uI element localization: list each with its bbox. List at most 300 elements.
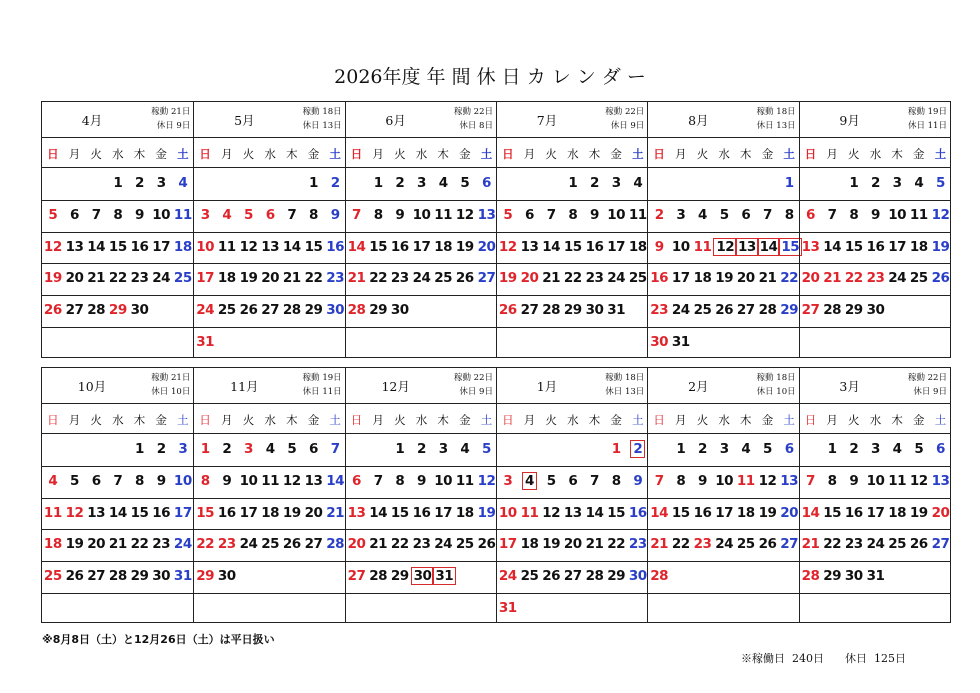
weekday-label: 水 [718,147,730,161]
day-cell: 19 [239,270,258,287]
day-cell: 22 [196,536,215,553]
month-stats [605,371,644,399]
day-cell: 11 [434,206,453,223]
week-row [648,498,798,531]
day-cell: 2 [156,441,166,457]
day-cell: 25 [261,536,280,553]
day-cell: 10 [152,206,171,223]
week-row [346,434,496,467]
day-cell: 21 [282,270,301,287]
weekday-label: 木 [740,147,752,161]
day-cell: 18 [217,270,236,287]
day-cell: 28 [369,568,388,585]
day-cell: 14 [757,232,779,264]
day-cell: 9 [417,472,426,489]
day-cell: 12 [282,472,301,489]
work-days: 稼動 19日 [907,107,947,117]
day-cell: 24 [715,536,734,553]
day-cell: 8 [676,472,686,489]
day-cell: 14 [369,504,388,521]
weekday-label: 木 [286,147,298,161]
day-cell: 23 [866,270,885,287]
day-cell: 6 [309,441,318,457]
day-cell: 22 [390,536,409,553]
week-row [497,295,647,328]
month-name: 1月 [536,379,558,394]
day-cell: 27 [780,536,799,553]
day-cell: 4 [438,175,448,191]
month-name: 4月 [81,113,103,128]
month-header [194,368,344,404]
day-cell: 14 [801,504,820,521]
weekday-label: 火 [242,147,255,161]
weekday-label: 木 [286,413,298,427]
weekday-label: 金 [459,413,471,427]
day-cell: 7 [763,206,772,223]
day-cell: 26 [43,302,62,319]
day-cell: 19 [43,270,62,287]
day-cell: 5 [763,441,772,457]
day-cell: 3 [417,175,426,191]
day-cell: 26 [239,302,258,319]
day-cell: 7 [113,472,123,489]
day-cell: 21 [369,536,388,553]
day-cell: 18 [693,270,712,287]
weekday-header [42,404,193,434]
day-cell: 21 [347,270,366,287]
week-row [497,434,647,467]
day-cell: 30 [844,568,863,585]
day-cell: 28 [758,302,777,319]
month-stats [605,105,644,133]
day-cell: 31 [498,600,517,616]
day-cell: 2 [698,441,707,457]
day-cell: 21 [87,270,106,287]
weekday-label: 木 [133,147,146,161]
day-cell: 13 [347,504,366,521]
month-header [648,102,798,138]
day-cell: 26 [498,302,517,319]
weekday-label: 月 [372,413,384,427]
day-cell: 18 [736,504,755,521]
day-cell: 12 [455,206,474,223]
day-cell: 6 [806,206,815,223]
month-stats [151,371,190,399]
weekday-label: 日 [350,147,363,161]
weekday-label: 日 [47,147,59,161]
week-row [194,529,344,562]
month-header [497,368,647,404]
day-cell: 20 [736,270,755,287]
weekday-label: 火 [848,147,860,161]
day-cell: 10 [434,472,453,489]
month-block [42,368,193,622]
weekday-label: 日 [653,147,665,161]
day-cell: 27 [801,302,820,319]
week-row [648,434,798,467]
day-cell: 11 [217,238,236,255]
day-cell: 24 [152,270,171,287]
page-title: 2026年度 年 間 休 日 カ レ ン ダ ー [334,66,646,88]
day-cell: 4 [178,175,188,191]
day-cell: 28 [801,568,820,585]
day-cell: 30 [217,568,236,585]
day-cell: 1 [849,175,859,191]
month-name: 11月 [230,379,259,394]
weekday-label: 火 [394,147,406,161]
weekday-label: 金 [610,413,622,427]
day-cell: 16 [650,270,669,287]
day-cell: 3 [178,441,188,457]
day-cell: 11 [520,504,539,521]
day-cell: 14 [108,504,127,521]
off-days: 休日 9日 [459,387,493,397]
day-cell: 12 [239,238,258,255]
month-block [647,368,798,622]
weekday-label: 日 [804,413,817,427]
week-row [42,593,193,625]
day-cell: 9 [222,472,232,489]
day-cell: 8 [135,472,144,489]
weekday-label: 土 [480,413,493,427]
day-cell: 29 [369,302,388,319]
month-block [345,368,496,622]
day-cell: 11 [888,472,907,489]
month-block [42,102,193,357]
day-cell: 10 [173,472,192,489]
day-cell: 26 [758,536,777,553]
day-cell: 1 [135,441,144,457]
weekday-label: 木 [588,147,601,161]
weekday-label: 水 [718,413,730,427]
day-cell: 26 [931,270,950,287]
day-cell: 18 [173,238,192,255]
week-row [800,295,950,328]
day-cell: 13 [65,238,84,255]
day-cell: 6 [525,206,534,223]
day-cell: 3 [156,175,166,191]
day-cell: 14 [650,504,669,521]
day-cell: 30 [628,568,647,585]
day-cell: 5 [936,175,945,191]
day-cell: 24 [173,536,192,553]
day-cell: 3 [611,175,621,191]
week-row [346,295,496,328]
day-cell: 24 [671,302,690,319]
day-cell: 28 [542,302,561,319]
day-cell: 9 [590,206,599,223]
day-cell: 16 [693,504,712,521]
day-cell: 7 [590,472,599,489]
weekday-label: 水 [112,147,124,161]
week-row [346,200,496,233]
week-row [497,168,647,201]
day-cell: 7 [806,472,815,489]
weekday-label: 火 [90,147,102,161]
day-cell: 26 [282,536,301,553]
day-cell: 13 [801,238,820,255]
month-stats [757,371,796,399]
day-cell: 1 [113,175,123,191]
day-cell: 7 [91,206,101,223]
off-days: 休日 9日 [610,121,645,131]
day-cell: 10 [888,206,907,223]
week-row [800,327,950,359]
day-cell: 15 [390,504,409,521]
day-cell: 25 [888,536,907,553]
week-row [42,168,193,201]
day-cell: 2 [627,434,649,466]
weekday-label: 土 [632,147,644,161]
off-days: 休日 13日 [302,121,342,131]
day-cell: 24 [196,302,215,319]
day-cell: 24 [239,536,258,553]
day-cell: 5 [48,206,58,223]
weekday-label: 月 [221,413,233,427]
day-cell: 16 [390,238,409,255]
day-cell: 25 [520,568,539,585]
weekday-label: 日 [804,147,817,161]
weekday-label: 土 [632,413,644,427]
day-cell: 3 [892,175,902,191]
day-cell: 13 [304,472,323,489]
day-cell: 23 [390,270,409,287]
work-days: 稼動 18日 [605,373,645,383]
day-cell: 19 [931,238,950,255]
day-cell: 7 [352,206,361,223]
weekday-label: 水 [869,413,882,427]
day-cell: 9 [698,472,707,489]
weekday-label: 木 [133,413,146,427]
weekday-label: 月 [523,147,536,161]
week-row [42,498,193,531]
day-cell: 30 [866,302,885,319]
summary-text: ※稼働日 240日 休日 125日 [741,652,906,665]
month-name: 12月 [381,379,410,394]
day-cell: 17 [715,504,734,521]
day-cell: 28 [326,536,345,553]
day-cell: 18 [455,504,474,521]
week-row [194,498,344,531]
day-cell: 11 [693,238,712,255]
day-cell: 26 [909,536,928,553]
day-cell: 10 [715,472,734,489]
day-cell: 16 [412,504,431,521]
week-row [497,327,647,359]
day-cell: 24 [866,536,885,553]
day-cell: 21 [542,270,561,287]
day-cell: 25 [736,536,755,553]
day-cell: 31 [196,334,215,350]
month-name: 3月 [839,379,860,394]
day-cell: 22 [108,270,127,287]
month-name: 9月 [839,113,860,128]
off-days: 休日 9日 [913,387,947,397]
day-cell: 29 [823,568,842,585]
day-cell: 23 [326,270,345,287]
weekday-header [800,404,950,434]
day-cell: 30 [152,568,171,585]
day-cell: 19 [282,504,301,521]
day-cell: 21 [326,504,345,521]
day-cell: 31 [671,334,690,350]
day-cell: 25 [909,270,928,287]
day-cell: 1 [784,175,794,191]
day-cell: 2 [417,441,426,457]
day-cell: 11 [909,206,928,223]
day-cell: 16 [585,238,604,255]
day-cell: 8 [849,206,859,223]
day-cell: 22 [130,536,149,553]
day-cell: 7 [654,472,664,489]
day-cell: 16 [844,504,863,521]
day-cell: 22 [304,270,323,287]
day-cell: 20 [931,504,950,521]
weekday-header [42,138,193,168]
day-cell: 12 [713,232,735,264]
weekday-label: 水 [264,413,276,427]
day-cell: 10 [196,238,215,255]
day-cell: 18 [909,238,928,255]
work-days: 稼動 18日 [756,107,796,117]
day-cell: 30 [411,561,433,593]
month-header [800,102,950,138]
day-cell: 17 [866,504,885,521]
day-cell: 4 [892,441,902,457]
day-cell: 6 [784,441,794,457]
week-row [497,529,647,562]
day-cell: 25 [693,302,712,319]
day-cell: 21 [585,536,604,553]
day-cell: 25 [217,302,236,319]
week-row [497,263,647,296]
week-row [648,561,798,594]
day-cell: 17 [888,238,907,255]
day-cell: 27 [87,568,106,585]
weekday-label: 月 [68,147,81,161]
off-days: 休日 10日 [756,387,796,397]
weekday-label: 火 [545,147,557,161]
month-stats [908,371,947,399]
week-row [648,168,798,201]
day-cell: 2 [590,175,599,191]
day-cell: 27 [347,568,366,585]
off-days: 休日 13日 [605,387,645,397]
day-cell: 20 [65,270,84,287]
week-row [346,529,496,562]
weekday-label: 木 [740,413,752,427]
day-cell: 20 [304,504,323,521]
day-cell: 29 [196,568,215,585]
month-stats [151,105,190,133]
work-days: 稼動 21日 [151,107,191,117]
week-row [648,327,798,359]
work-days: 稼動 22日 [605,107,645,117]
weekday-label: 木 [891,413,903,427]
day-cell: 21 [108,536,127,553]
weekday-label: 金 [307,413,320,427]
day-cell: 3 [244,441,253,457]
day-cell: 24 [888,270,907,287]
month-name: 6月 [385,113,406,128]
day-cell: 29 [563,302,582,319]
weekday-label: 日 [199,147,211,161]
week-row [194,593,344,625]
day-cell: 18 [434,238,453,255]
week-row [800,561,950,594]
work-days: 稼動 18日 [302,107,342,117]
week-row [800,498,950,531]
day-cell: 2 [871,175,880,191]
day-cell: 10 [498,504,517,521]
weekday-label: 日 [502,147,514,161]
day-cell: 13 [735,232,757,264]
month-block [496,368,647,622]
day-cell: 11 [455,472,474,489]
day-cell: 12 [931,206,950,223]
day-cell: 15 [108,238,127,255]
day-cell: 5 [503,206,513,223]
day-cell: 28 [347,302,366,319]
day-cell: 6 [352,472,361,489]
week-row [194,561,344,594]
calendar-row-1 [41,101,951,358]
week-row [194,168,344,201]
day-cell: 2 [849,441,859,457]
day-cell: 20 [520,270,539,287]
weekday-label: 日 [653,413,665,427]
day-cell: 19 [65,536,84,553]
day-cell: 17 [412,238,431,255]
day-cell: 22 [671,536,690,553]
day-cell: 20 [780,504,799,521]
day-cell: 3 [676,206,686,223]
day-cell: 4 [460,441,470,457]
day-cell: 25 [628,270,647,287]
week-row [194,263,344,296]
day-cell: 17 [173,504,192,521]
day-cell: 8 [113,206,123,223]
day-cell: 8 [568,206,578,223]
day-cell: 13 [520,238,539,255]
day-cell: 26 [715,302,734,319]
day-cell: 15 [823,504,842,521]
month-block [496,102,647,357]
day-cell: 1 [309,175,318,191]
week-row [800,593,950,625]
day-cell: 19 [909,504,928,521]
day-cell: 29 [607,568,626,585]
day-cell: 3 [719,441,729,457]
weekday-label: 月 [826,147,838,161]
day-cell: 3 [871,441,880,457]
day-cell: 17 [196,270,215,287]
weekday-label: 日 [502,413,514,427]
day-cell: 26 [542,568,561,585]
day-cell: 25 [455,536,474,553]
month-header [346,102,496,138]
week-row [497,466,647,499]
day-cell: 11 [173,206,192,223]
day-cell: 15 [130,504,149,521]
work-days: 稼動 19日 [302,373,342,383]
day-cell: 8 [395,472,405,489]
day-cell: 19 [758,504,777,521]
day-cell: 20 [87,536,106,553]
weekday-label: 金 [610,147,622,161]
month-stats [454,105,493,133]
day-cell: 23 [693,536,712,553]
